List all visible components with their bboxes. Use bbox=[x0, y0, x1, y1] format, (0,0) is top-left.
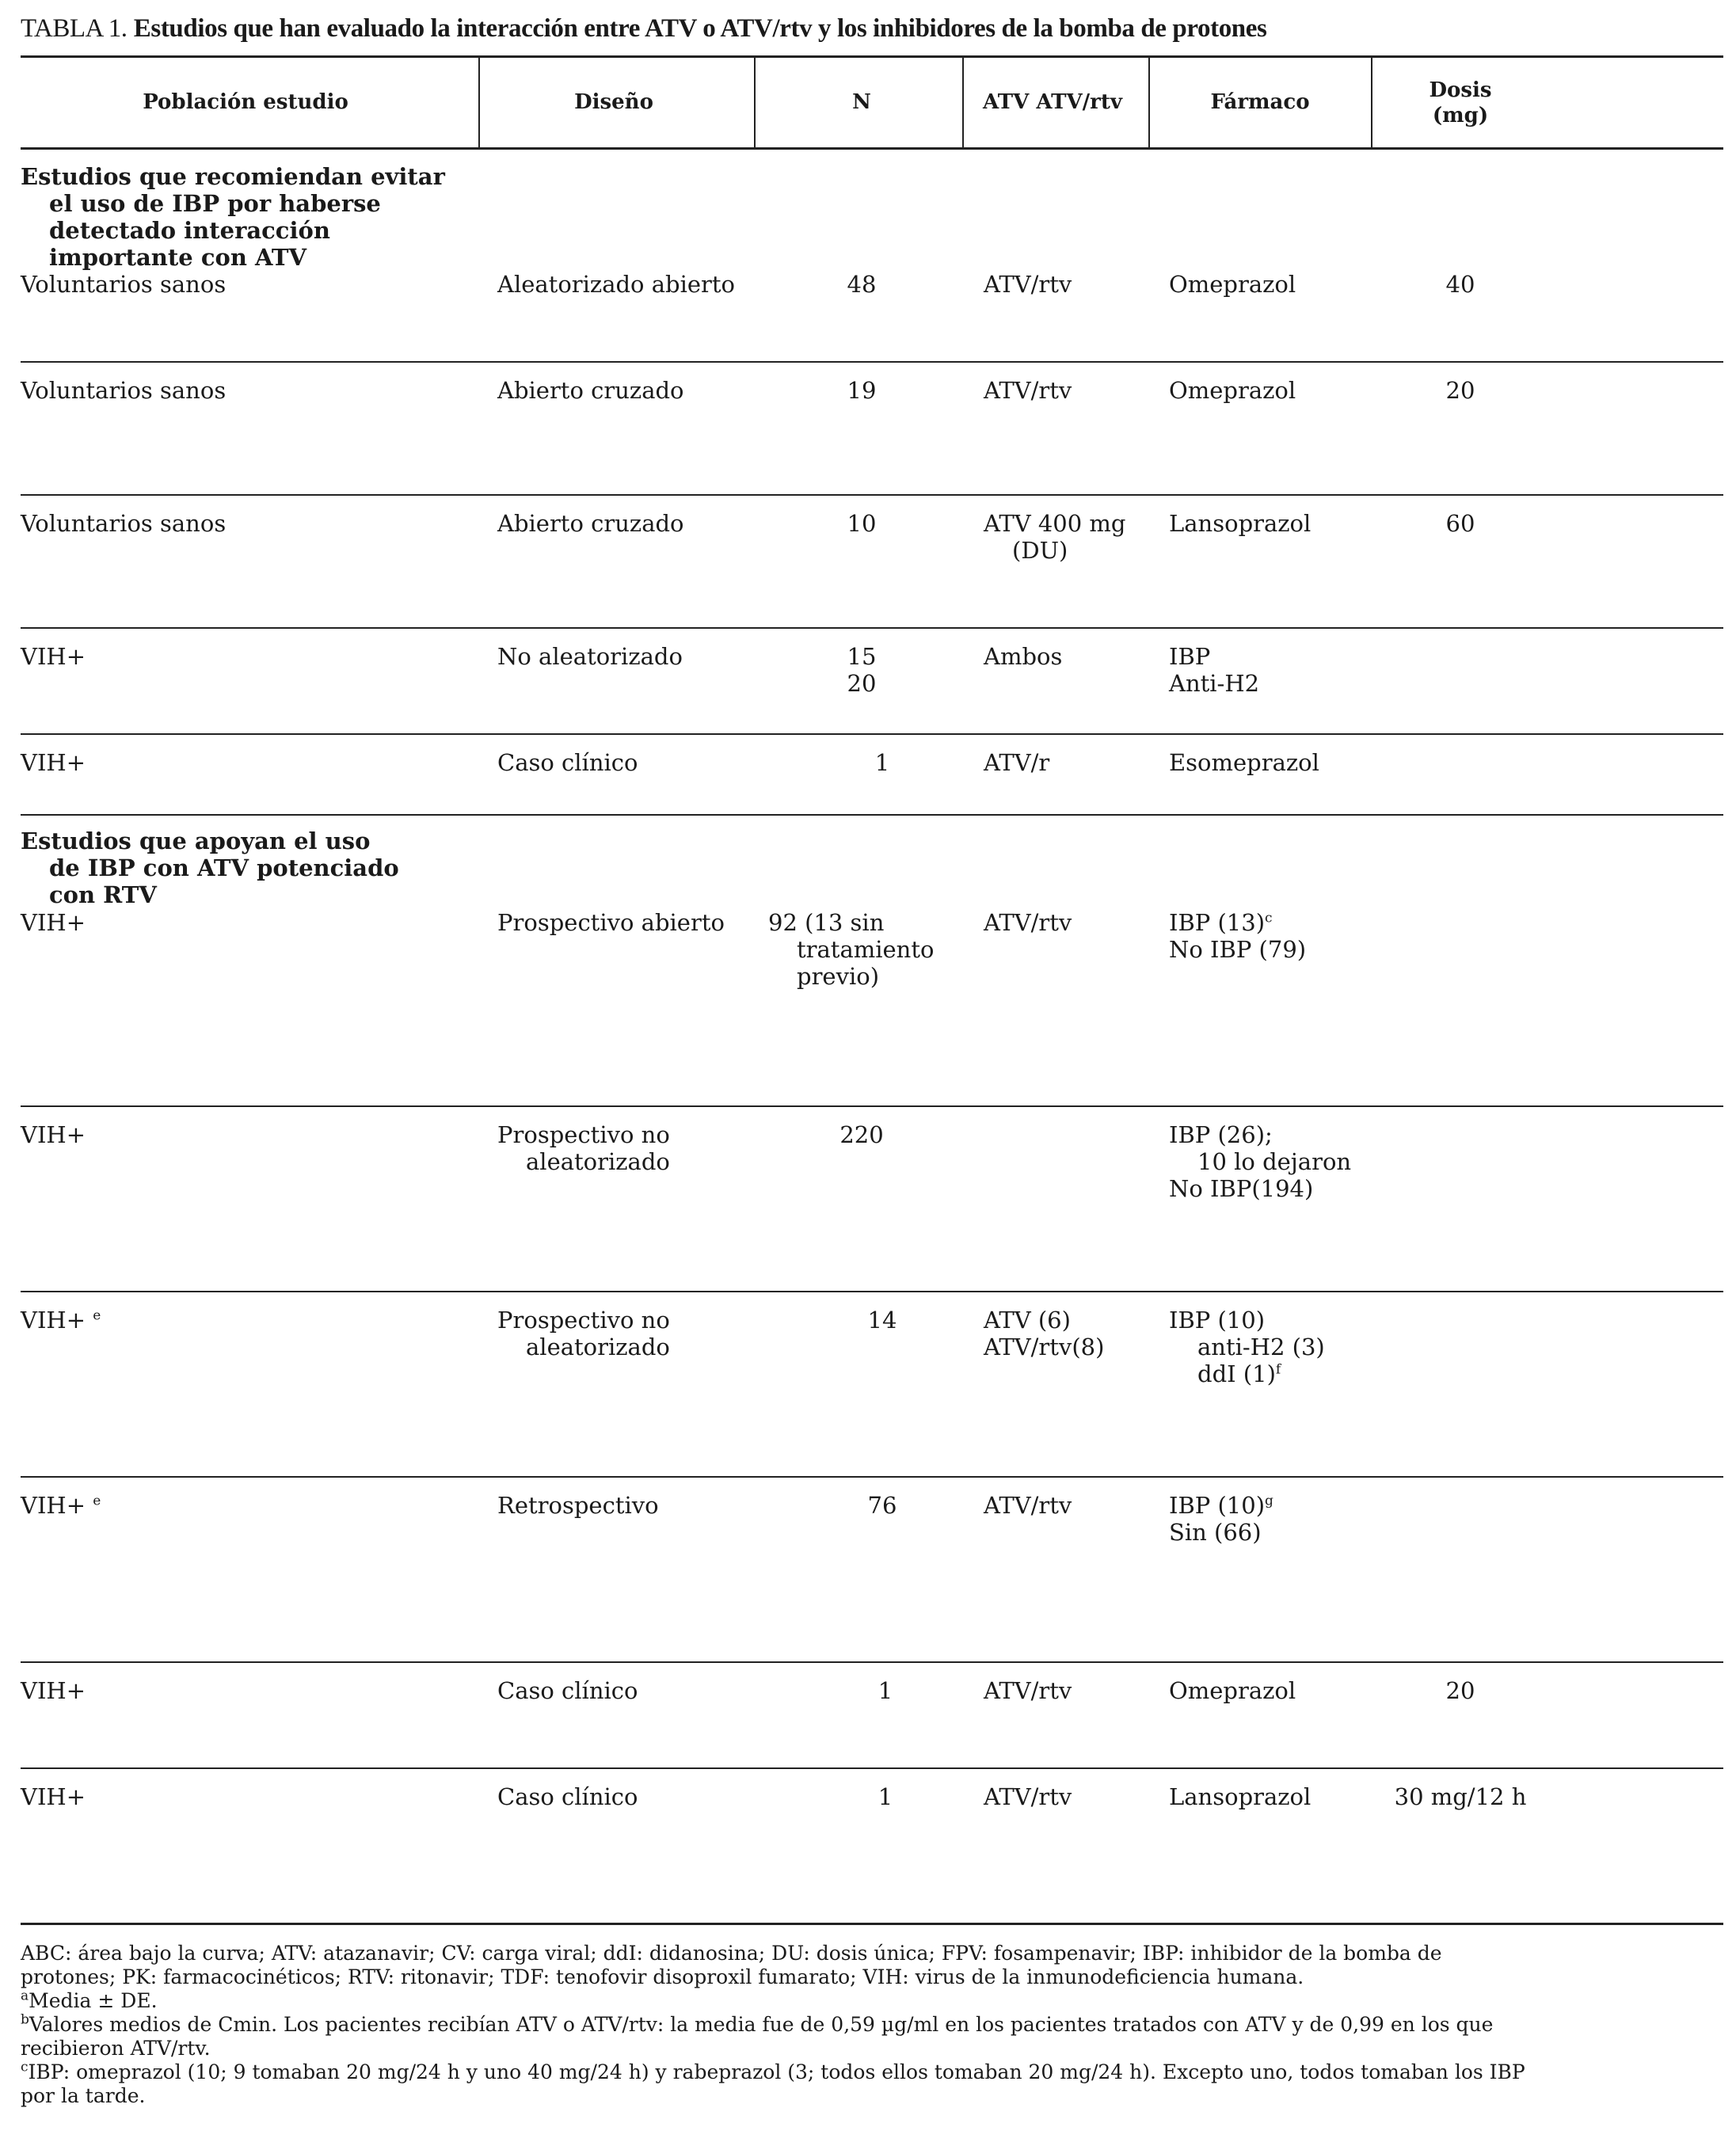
cell-atv: ATV/r bbox=[984, 749, 1050, 776]
header-divider bbox=[962, 57, 964, 149]
cell-line: anti-H2 (3) bbox=[1197, 1334, 1325, 1360]
cell-line: No IBP(194) bbox=[1169, 1175, 1314, 1202]
row-separator bbox=[21, 1476, 1723, 1478]
cell-line bbox=[1169, 1492, 1273, 1519]
cell-farmaco: Lansoprazol bbox=[1169, 1783, 1312, 1810]
cell-line: IBP (26); bbox=[1169, 1121, 1273, 1148]
cell-atv bbox=[984, 1307, 1104, 1360]
header-bottom-rule bbox=[21, 147, 1723, 150]
cell-line: IBP (10) bbox=[1169, 1307, 1266, 1334]
footnote-mark: e bbox=[93, 1307, 101, 1324]
section-line: Estudios que recomiendan evitar bbox=[21, 163, 445, 190]
cell-line: ATV/rtv(8) bbox=[984, 1334, 1105, 1360]
cell-line: IBP bbox=[1169, 643, 1211, 670]
row-separator bbox=[21, 1661, 1723, 1663]
footnote-text: Valores medios de Cmin. Los pacientes recibían ATV o ATV/rtv: la media fue de 0,59 µg/ml en los pacientes tratados con ATV y de 0,99 en los que recibieron ATV/rtv. bbox=[21, 2013, 1494, 2060]
cell-dosis: 30 mg/12 h bbox=[1394, 1783, 1527, 1810]
cell-poblacion: Voluntarios sanos bbox=[21, 377, 227, 404]
row-separator bbox=[21, 1767, 1723, 1769]
row-separator bbox=[21, 627, 1723, 629]
cell-farmaco: Esomeprazol bbox=[1169, 749, 1319, 776]
cell-dosis: 60 bbox=[1445, 510, 1475, 537]
footnote-c bbox=[21, 2060, 1525, 2108]
cell-diseno: Caso clínico bbox=[497, 1677, 638, 1704]
row-separator bbox=[21, 814, 1723, 816]
cell-farmaco bbox=[1169, 643, 1259, 697]
cell-line: (DU) bbox=[1012, 537, 1068, 564]
section-line: de IBP con ATV potenciado bbox=[49, 854, 399, 881]
table-caption: Estudios que han evaluado la interacción entre ATV o ATV/rtv y los inhibidores de la bomba de protones bbox=[133, 14, 1267, 43]
cell-text: VIH+ bbox=[21, 1307, 86, 1334]
cell-diseno: Prospectivo abierto bbox=[497, 909, 725, 936]
cell-atv: ATV/rtv bbox=[984, 1783, 1072, 1810]
section-line: con RTV bbox=[49, 881, 157, 908]
footnote-text: Media ± DE. bbox=[29, 1989, 158, 2012]
row-separator bbox=[21, 733, 1723, 735]
cell-poblacion: VIH+ bbox=[21, 909, 86, 936]
cell-diseno: Abierto cruzado bbox=[497, 510, 684, 537]
cell-line: Prospectivo no bbox=[497, 1121, 670, 1148]
section-heading-avoid bbox=[21, 163, 445, 271]
section-line: detectado interacción bbox=[49, 217, 330, 244]
header-n: N bbox=[852, 90, 871, 114]
cell-dosis: 20 bbox=[1445, 377, 1475, 404]
cell-n: 19 bbox=[847, 377, 877, 404]
footnote-text: IBP: omeprazol (10; 9 tomaban 20 mg/24 h y uno 40 mg/24 h) y rabeprazol (3; todos ellos tomaban 20 mg/24 h). Excepto uno, todos tomaban los IBP por la tarde. bbox=[21, 2060, 1525, 2107]
footnote-abbreviations: ABC: área bajo la curva; ATV: atazanavir; CV: carga viral; ddI: didanosina; DU: dosis única; FPV: fosampenavir; IBP: inhibidor de la bomba de protones; PK: farmacocinéticos; RTV: ritonavir; TDF: tenofovir disoproxil fumarato; VIH: virus de la inmunodeficiencia humana. bbox=[21, 1942, 1442, 1988]
row-separator bbox=[21, 1105, 1723, 1107]
header-farmaco: Fármaco bbox=[1210, 90, 1310, 114]
section-heading-support bbox=[21, 828, 399, 908]
cell-line: 92 (13 sin bbox=[768, 909, 885, 936]
footnote-mark: f bbox=[1275, 1361, 1281, 1378]
cell-n bbox=[847, 643, 877, 697]
header-poblacion: Población estudio bbox=[143, 90, 348, 114]
section-line: el uso de IBP por haberse bbox=[49, 190, 381, 217]
table-label: TABLA 1. bbox=[21, 14, 128, 43]
cell-farmaco bbox=[1169, 1492, 1273, 1546]
cell-atv: Ambos bbox=[984, 643, 1063, 670]
footnote-mark: c bbox=[21, 2059, 29, 2076]
cell-n: 1 bbox=[878, 1783, 893, 1810]
cell-poblacion: VIH+ bbox=[21, 749, 86, 776]
row-separator bbox=[21, 1291, 1723, 1292]
cell-line: 15 bbox=[847, 643, 877, 670]
cell-text: ddI (1) bbox=[1197, 1360, 1276, 1387]
cell-atv: ATV/rtv bbox=[984, 1492, 1072, 1519]
cell-line: aleatorizado bbox=[526, 1148, 670, 1175]
cell-diseno: No aleatorizado bbox=[497, 643, 683, 670]
cell-n: 48 bbox=[847, 271, 877, 298]
header-divider bbox=[754, 57, 756, 149]
cell-atv: ATV/rtv bbox=[984, 909, 1072, 936]
header-dosis-unit: (mg) bbox=[1432, 104, 1489, 127]
header-atv: ATV ATV/rtv bbox=[983, 90, 1122, 114]
cell-diseno: Retrospectivo bbox=[497, 1492, 659, 1519]
table-bottom-rule bbox=[21, 1923, 1723, 1925]
cell-poblacion: Voluntarios sanos bbox=[21, 271, 227, 298]
header-dosis bbox=[1429, 78, 1491, 128]
cell-line bbox=[1169, 1360, 1325, 1387]
section-line: Estudios que apoyan el uso bbox=[21, 828, 371, 854]
cell-farmaco bbox=[1169, 909, 1306, 963]
header-divider bbox=[1148, 57, 1150, 149]
footnote-mark: a bbox=[21, 1988, 29, 2004]
cell-poblacion: VIH+ bbox=[21, 1121, 86, 1148]
cell-n: 220 bbox=[839, 1121, 884, 1148]
cell-farmaco bbox=[1169, 1307, 1325, 1387]
cell-poblacion: Voluntarios sanos bbox=[21, 510, 227, 537]
cell-poblacion: VIH+ bbox=[21, 643, 86, 670]
footnote-mark: b bbox=[21, 2011, 29, 2028]
cell-text: IBP (10) bbox=[1169, 1492, 1266, 1519]
cell-text: IBP (13) bbox=[1169, 909, 1266, 936]
cell-line: ATV 400 mg bbox=[984, 510, 1126, 537]
row-separator bbox=[21, 361, 1723, 363]
cell-line: tratamiento bbox=[797, 936, 935, 963]
cell-line: ATV (6) bbox=[984, 1307, 1071, 1334]
cell-atv bbox=[984, 510, 1126, 564]
cell-diseno bbox=[497, 1121, 670, 1175]
cell-diseno bbox=[497, 1307, 670, 1360]
cell-line: 20 bbox=[847, 670, 877, 697]
cell-diseno: Caso clínico bbox=[497, 749, 638, 776]
cell-line: 10 lo dejaron bbox=[1197, 1148, 1352, 1175]
cell-n bbox=[768, 909, 934, 990]
header-divider bbox=[478, 57, 480, 149]
cell-line: aleatorizado bbox=[526, 1334, 670, 1360]
cell-diseno: Aleatorizado abierto bbox=[497, 271, 735, 298]
cell-atv: ATV/rtv bbox=[984, 271, 1072, 298]
cell-dosis: 40 bbox=[1445, 271, 1475, 298]
footnote-a bbox=[21, 1989, 1525, 2013]
header-dosis-line: Dosis bbox=[1429, 78, 1492, 102]
cell-text: VIH+ bbox=[21, 1492, 86, 1519]
cell-farmaco bbox=[1169, 1121, 1351, 1202]
cell-farmaco: Lansoprazol bbox=[1169, 510, 1312, 537]
footnotes bbox=[21, 1942, 1525, 2108]
cell-diseno: Caso clínico bbox=[497, 1783, 638, 1810]
cell-line: No IBP (79) bbox=[1169, 936, 1307, 963]
top-rule bbox=[21, 55, 1723, 58]
cell-atv: ATV/rtv bbox=[984, 1677, 1072, 1704]
cell-line: Sin (66) bbox=[1169, 1519, 1262, 1546]
cell-farmaco: Omeprazol bbox=[1169, 1677, 1296, 1704]
cell-poblacion bbox=[21, 1492, 101, 1519]
cell-farmaco: Omeprazol bbox=[1169, 377, 1296, 404]
section-line: importante con ATV bbox=[49, 244, 306, 271]
cell-atv: ATV/rtv bbox=[984, 377, 1072, 404]
cell-line: previo) bbox=[797, 963, 880, 990]
cell-poblacion: VIH+ bbox=[21, 1677, 86, 1704]
cell-n: 1 bbox=[878, 1677, 893, 1704]
cell-farmaco: Omeprazol bbox=[1169, 271, 1296, 298]
footnote-mark: g bbox=[1265, 1493, 1273, 1509]
footnote-mark: c bbox=[1265, 910, 1273, 927]
header-diseno: Diseño bbox=[574, 90, 653, 114]
cell-poblacion: VIH+ bbox=[21, 1783, 86, 1810]
cell-n: 14 bbox=[867, 1307, 897, 1334]
cell-dosis: 20 bbox=[1445, 1677, 1475, 1704]
cell-n: 10 bbox=[847, 510, 877, 537]
header-divider bbox=[1371, 57, 1372, 149]
cell-n: 1 bbox=[874, 749, 890, 776]
cell-diseno: Abierto cruzado bbox=[497, 377, 684, 404]
footnote-b bbox=[21, 2013, 1525, 2060]
footnote-mark: e bbox=[93, 1493, 101, 1509]
cell-n: 76 bbox=[867, 1492, 897, 1519]
table-title bbox=[21, 11, 1266, 46]
cell-line: Prospectivo no bbox=[497, 1307, 670, 1334]
cell-poblacion bbox=[21, 1307, 101, 1334]
row-separator bbox=[21, 494, 1723, 496]
cell-line: Anti-H2 bbox=[1169, 670, 1260, 697]
cell-line bbox=[1169, 909, 1306, 936]
